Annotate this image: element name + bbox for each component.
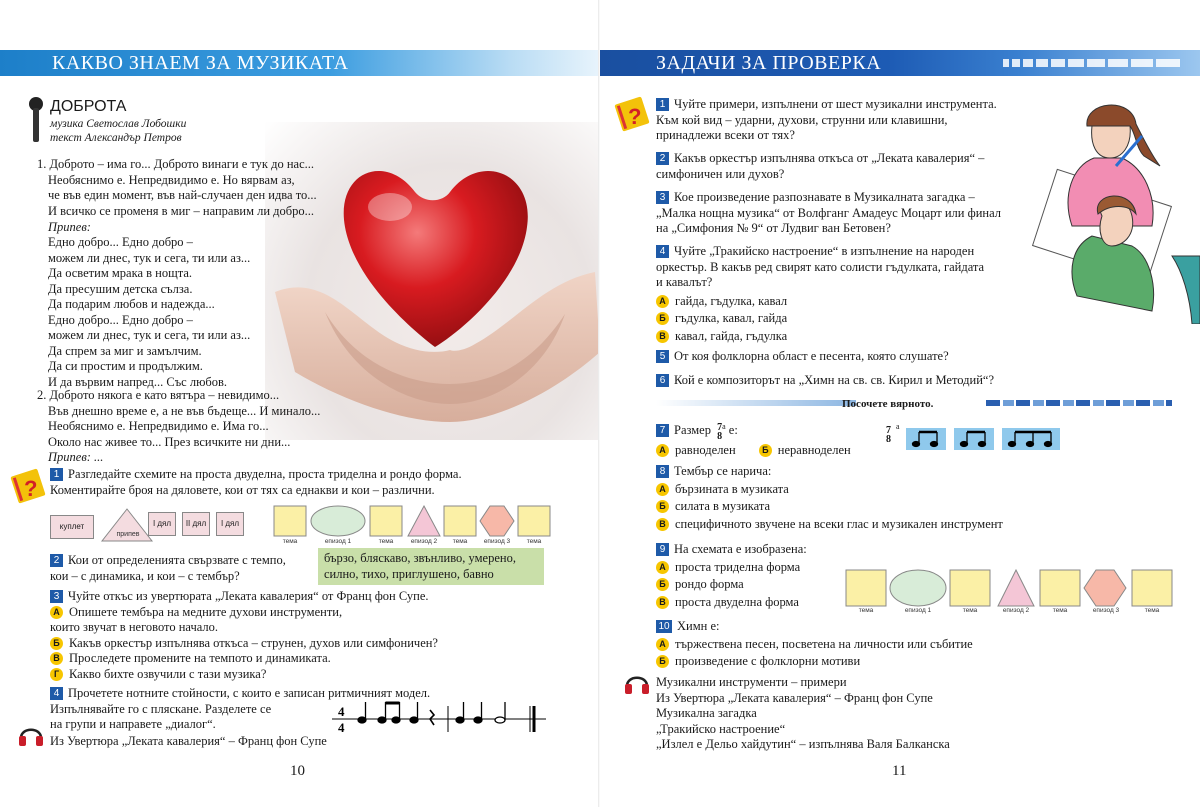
refrain-line: Да спрем за миг и замълчим.	[48, 343, 202, 358]
answer-option[interactable]	[656, 637, 973, 653]
question-text: От коя фолклорна област е песента, която слушате?	[674, 349, 949, 363]
rondo-shapes	[272, 504, 552, 538]
right-question-5	[656, 349, 949, 365]
verse-line: Във днешно време е, а не във бъдеще... И минало...	[48, 403, 321, 418]
question-text: „Малка нощна музика“ от Волфганг Амадеус Моцарт или финал	[656, 205, 1001, 220]
verse-line: Необяснимо е. Непредвидимо е. Но вярвам аз,	[48, 172, 295, 187]
answer-option[interactable]	[656, 294, 984, 310]
answer-option[interactable]	[656, 329, 984, 345]
question-number: 1	[50, 468, 63, 481]
option-a-badge: А	[656, 638, 669, 651]
question-text: оркестър. В какъв ред свирят като солисти гъдулката, гайдата	[656, 259, 985, 274]
question-text: симфоничен или духов?	[656, 166, 785, 181]
question-text: кои – с динамика, и кои – с тембър?	[50, 568, 240, 583]
refrain-line: Едно добро... Едно добро –	[48, 312, 193, 327]
headphones-icon	[624, 670, 650, 696]
right-question-8	[656, 464, 1003, 532]
option-d-badge: Г	[50, 668, 63, 681]
meter-denominator: 8	[886, 434, 891, 445]
verse-line: Необяснимо е. Непредвидимо е. Има го...	[48, 419, 269, 433]
question-number: 3	[656, 191, 669, 204]
option-b-badge: Б	[656, 500, 669, 513]
option-text: равноделен	[675, 443, 736, 458]
refrain	[48, 235, 250, 390]
divider-right-bar	[986, 400, 1172, 406]
question-text: Прочетете нотните стойности, с които е записан ритмичният модел.	[68, 686, 431, 700]
option-a-badge: А	[656, 561, 669, 574]
listen-item: Музикални инструменти – примери	[656, 675, 847, 689]
verse-line: че във един момент, във най-случаен ден идва то...	[48, 188, 317, 202]
verse-line: Около нас живее то... През всичките ни дни...	[48, 434, 291, 449]
schema-label: тема	[526, 538, 542, 545]
song-credits	[50, 117, 186, 145]
question-text: Тембър се нарича:	[674, 464, 772, 478]
schema-label: тема	[1144, 607, 1160, 614]
option-b-badge: Б	[759, 444, 772, 457]
question-text: Химн е:	[677, 619, 720, 633]
answer-option[interactable]	[759, 443, 851, 457]
option-b-badge: Б	[656, 578, 669, 591]
option-text: които звучат в неговото начало.	[50, 620, 219, 634]
schema-label: епизод 1	[324, 538, 352, 545]
option-text: гайда, гъдулка, кавал	[675, 293, 788, 308]
answer-option[interactable]	[656, 560, 807, 576]
refrain-line: Едно добро... Едно добро –	[48, 235, 193, 249]
question-number: 3	[50, 590, 63, 603]
option-text: силата в музиката	[675, 499, 771, 513]
meter-note-groups	[906, 428, 1062, 450]
option-text: бързината в музиката	[675, 481, 789, 496]
right-banner	[600, 50, 1200, 76]
right-question-9	[656, 542, 807, 610]
song-title: ДОБРОТА	[50, 98, 127, 115]
option-a-badge: А	[656, 483, 669, 496]
divider-left-bar	[656, 400, 856, 406]
question-number: 9	[656, 543, 669, 556]
question-text: На схемата е изобразена:	[674, 542, 807, 556]
listen-item: „Излел е Дельо хайдутин“ – изпълнява Валя Балканска	[656, 737, 950, 751]
rhythm-notation	[330, 698, 550, 740]
answer-option[interactable]	[656, 595, 807, 611]
section-label: Посочете вярното.	[842, 398, 934, 410]
verse-line: 2. Доброто някога е като вятъра – невидимо...	[37, 388, 280, 402]
question-text: Изпълнявайте го с пляскане. Разделете се	[50, 701, 272, 716]
option-b-badge: Б	[656, 655, 669, 668]
question-text: Чуйте примери, изпълнени от шест музикални инструмента.	[674, 97, 997, 111]
headphones-icon	[18, 722, 44, 748]
question-number: 1	[656, 98, 669, 111]
left-listen-item: Из Увертюра „Леката кавалерия“ – Франц фон Супе	[50, 734, 327, 748]
meter-numerator: 7	[717, 422, 723, 434]
option-text: рондо форма	[675, 577, 744, 591]
page-number-left: 10	[290, 763, 305, 779]
question-text: Чуйте „Тракийско настроение“ в изпълнение на народен	[674, 244, 975, 258]
two-part-schema	[50, 507, 150, 545]
question-number: 2	[50, 554, 63, 567]
definitions-box	[318, 548, 544, 585]
verse-1	[37, 157, 317, 219]
right-question-2	[656, 151, 984, 182]
rondo-schema	[272, 504, 552, 548]
option-text: Опишете тембъра на медните духови инструменти,	[69, 604, 343, 619]
question-number: 2	[656, 152, 669, 165]
right-banner-title: ЗАДАЧИ ЗА ПРОВЕРКА	[656, 52, 882, 74]
refrain-line: И да вървим напред... Със любов.	[48, 374, 228, 389]
option-text: произведение с фолклорни мотиви	[675, 654, 861, 668]
definitions-line: силно, тихо, приглушено, бавно	[324, 566, 494, 581]
refrain-line: можем ли днес, тук и сега, ти или аз...	[48, 328, 251, 342]
left-question-3	[50, 589, 438, 682]
page-number-right: 11	[892, 763, 907, 779]
question-text: Кои от определенията свързвате с темпо,	[68, 553, 286, 567]
answer-option[interactable]	[656, 654, 973, 670]
rondo-shapes	[844, 568, 1180, 608]
schema-part-verse: куплет	[50, 515, 94, 539]
schema-part-refrain: припев	[116, 531, 140, 538]
answer-option[interactable]	[656, 499, 1003, 515]
schema-part-2: II дял	[182, 512, 210, 536]
option-text: проста триделна форма	[675, 559, 801, 574]
rondo-schema-q9	[844, 568, 1180, 616]
schema-part-1: I дял	[148, 512, 176, 536]
schema-label: тема	[1052, 607, 1068, 614]
meter-suffix: а	[722, 422, 726, 431]
left-question-1	[50, 467, 462, 498]
right-question-1	[656, 97, 997, 144]
children-studying-illustration	[1032, 96, 1200, 324]
question-text: на групи и направете „диалог“.	[50, 717, 216, 731]
schema-label: тема	[452, 538, 468, 545]
left-banner: КАКВО ЗНАЕМ ЗА МУЗИКАТА	[0, 50, 600, 76]
three-part-schema	[148, 510, 248, 540]
question-text: Кое произведение разпознавате в Музикалната загадка –	[674, 190, 975, 204]
question-text: и кавалът?	[656, 275, 713, 289]
question-number: 6	[656, 374, 669, 387]
option-text: специфичното звучене на всеки глас и музикален инструмент	[675, 516, 1003, 531]
question-text: Размер	[674, 423, 711, 438]
svg-text:?: ?	[628, 104, 642, 129]
right-page	[600, 0, 1200, 807]
option-text: Какво бихте озвучили с тази музика?	[69, 666, 267, 681]
schema-label: епизод 2	[410, 538, 438, 545]
option-c-badge: В	[656, 518, 669, 531]
schema-label: епизод 2	[1002, 607, 1030, 614]
schema-part-3: I дял	[216, 512, 244, 536]
question-text: Коментирайте броя на дяловете, кои от тях са еднакви и кои – различни.	[50, 482, 435, 497]
refrain-label: Припев:	[48, 220, 91, 234]
schema-label: тема	[378, 538, 394, 545]
listen-item: „Тракийско настроение“	[656, 721, 786, 736]
right-question-3	[656, 190, 1001, 237]
listen-item: Музикална загадка	[656, 706, 757, 720]
option-b-badge: Б	[50, 637, 63, 650]
answer-option[interactable]	[656, 577, 807, 593]
option-text: Проследете промените на темпото и динамиката.	[69, 651, 331, 665]
option-c-badge: В	[656, 596, 669, 609]
refrain-line: можем ли днес, тук и сега, ти или аз...	[48, 250, 251, 265]
right-question-10	[656, 619, 973, 670]
question-number: 4	[50, 687, 63, 700]
answer-option[interactable]	[656, 443, 736, 457]
question-book-icon	[614, 94, 654, 134]
question-number: 5	[656, 350, 669, 363]
option-b-badge: Б	[656, 312, 669, 325]
refrain-line: Да подарим любов и надежда...	[48, 297, 215, 311]
schema-label: епизод 1	[904, 607, 932, 614]
right-question-4	[656, 244, 984, 344]
option-text: Какъв оркестър изпълнява откъса – струнен, духов или симфоничен?	[69, 635, 438, 650]
question-text: Разгледайте схемите на проста двуделна, проста триделна и рондо форма.	[68, 467, 462, 481]
option-text: проста двуделна форма	[675, 594, 799, 609]
question-text: Какъв оркестър изпълнява откъса от „Леката кавалерия“ –	[674, 151, 985, 165]
meter-example-suffix: а	[896, 422, 900, 431]
credit-music: музика Светослав Лобошки	[50, 118, 187, 130]
left-question-2	[50, 553, 286, 584]
schema-label: тема	[858, 607, 874, 614]
question-text: Кой е композиторът на „Химн на св. св. Кирил и Методий“?	[674, 373, 995, 387]
verse-line: 1. Доброто – има го... Доброто винаги е тук до нас...	[37, 157, 315, 171]
schema-label: епизод 3	[483, 538, 511, 545]
answer-option[interactable]	[656, 517, 1003, 533]
refrain-2-label: Припев: ...	[48, 450, 104, 464]
verse-line: И всичко се променя в миг – направим ли добро...	[48, 203, 315, 218]
listen-item: Из Увертюра „Леката кавалерия“ – Франц фон Супе	[656, 690, 933, 705]
question-text: на „Симфония № 9“ от Лудвиг ван Бетовен?	[656, 221, 891, 235]
answer-option[interactable]	[656, 482, 1003, 498]
right-question-6	[656, 373, 994, 389]
question-text: Чуйте откъс из увертюрата „Леката кавалерия“ от Франц фон Супе.	[68, 589, 429, 603]
question-text: принадлежи всеки от тях?	[656, 128, 795, 142]
schema-label: тема	[962, 607, 978, 614]
option-a-badge: А	[656, 295, 669, 308]
question-number: 4	[656, 245, 669, 258]
meter-example-signature	[886, 426, 891, 444]
question-text: Към кой вид – ударни, духови, струнни или клавишни,	[656, 112, 948, 127]
banner-stripes	[1003, 59, 1180, 67]
svg-text:4: 4	[338, 704, 345, 719]
option-c-badge: В	[656, 330, 669, 343]
refrain-line: Да си простим и продължим.	[48, 359, 203, 373]
question-book-icon	[10, 466, 50, 506]
right-question-7	[656, 419, 851, 459]
refrain-line: Да пресушим детска сълза.	[48, 281, 193, 296]
question-number: 7	[656, 424, 669, 437]
schema-label: епизод 3	[1092, 607, 1120, 614]
schema-label: тема	[282, 538, 298, 545]
option-text: кавал, гайда, гъдулка	[675, 328, 788, 343]
option-a-badge: А	[50, 606, 63, 619]
definitions-line: бързо, бляскаво, звънливо, умерено,	[324, 551, 516, 565]
credit-lyrics: текст Александър Петров	[50, 132, 182, 144]
svg-text:4: 4	[338, 720, 345, 735]
meter-denominator: 8	[717, 431, 723, 443]
meter-numerator: 7	[886, 425, 891, 436]
verse-2	[37, 388, 320, 450]
microphone-icon	[26, 96, 46, 146]
option-a-badge: А	[656, 444, 669, 457]
question-number: 10	[656, 620, 672, 633]
option-text: неравноделен	[777, 443, 851, 458]
right-listen-list	[656, 675, 950, 753]
option-c-badge: В	[50, 652, 63, 665]
svg-text:?: ?	[24, 476, 38, 501]
option-text: тържествена песен, посветена на личности или събитие	[675, 636, 973, 651]
option-text: гъдулка, кавал, гайда	[675, 311, 788, 325]
question-number: 8	[656, 465, 669, 478]
answer-option[interactable]	[656, 311, 984, 327]
question-text: е:	[728, 423, 738, 438]
refrain-line: Да осветим мрака в нощта.	[48, 266, 193, 280]
